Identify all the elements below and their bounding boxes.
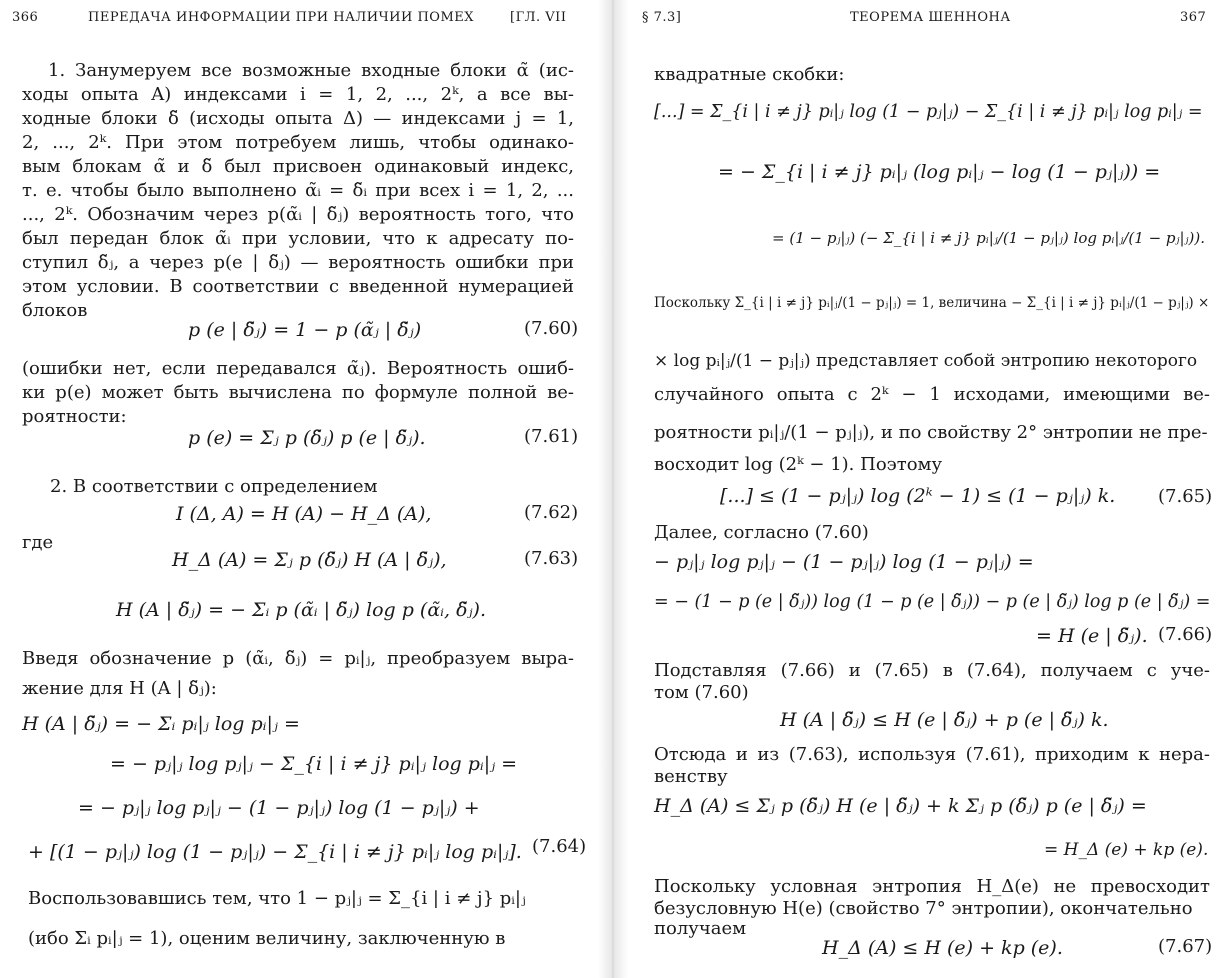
text-line: том (7.60) [654,682,749,703]
equation-number: (7.61) [524,426,579,447]
equation-7-63b: H (A | δ̃ⱼ) = − Σᵢ p (α̃ᵢ | δ̃ⱼ) log p (α̃ᵢ, δ̃ⱼ). [116,599,486,621]
text-line: жение для H (A | δ̃ⱼ): [22,678,217,699]
equation-ineq-a: H_Δ (A) ≤ Σⱼ p (δ̃ⱼ) H (e | δ̃ⱼ) + k Σⱼ p (δ̃ⱼ) p (e | δ̃ⱼ) = [654,795,1147,817]
text-line: Подставляя (7.66) и (7.65) в (7.64), получаем с уче- [654,660,1210,681]
equation-bracket-a: [...] = Σ_{i | i ≠ j} pᵢ|ⱼ log (1 − pⱼ|ⱼ) − Σ_{i | i ≠ j} pᵢ|ⱼ log pᵢ|ⱼ = [654,102,1203,122]
text-line: блоков [22,300,88,321]
text-line: Отсюда и из (7.63), используя (7.61), приходим к нера- [654,744,1210,765]
text-line: (ибо Σᵢ pᵢ|ⱼ = 1), оценим величину, заключенную в [28,928,506,949]
text-line: ступил δ̃ⱼ, а через p(e | δ̃ⱼ) — вероятность ошибки при [22,252,574,273]
text-line: восходит log (2ᵏ − 1). Поэтому [654,454,943,475]
equation-middle: H (A | δ̃ⱼ) ≤ H (e | δ̃ⱼ) + p (e | δ̃ⱼ) k. [780,709,1109,731]
text-line: безусловную H(e) (свойство 7° энтропии), окончательно [654,898,1193,919]
text-line: квадратные скобки: [654,64,845,85]
text-line: роятности: [22,406,127,427]
book-gutter [598,0,628,978]
text-line: т. е. чтобы было выполнено α̃ᵢ = δ̃ᵢ при всех i = 1, 2, ... [22,180,574,201]
equation-number: (7.64) [532,836,587,857]
equation-number: (7.60) [524,318,579,339]
left-page-number: 366 [12,10,39,25]
right-page-number: 367 [1180,10,1207,25]
equation-7-66a: − pⱼ|ⱼ log pⱼ|ⱼ − (1 − pⱼ|ⱼ) log (1 − pⱼ|ⱼ) = [654,551,1034,573]
equation-7-65: [...] ≤ (1 − pⱼ|ⱼ) log (2ᵏ − 1) ≤ (1 − pⱼ|ⱼ) k. [720,485,1116,507]
equation-7-67: H_Δ (A) ≤ H (e) + kp (e). [822,937,1063,959]
text-line: этом условии. В соответствии с введенной нумерацией [22,276,574,297]
equation-ineq-b: = H_Δ (e) + kp (e). [1044,840,1209,860]
text-line: случайного опыта с 2ᵏ − 1 исходами, имеющими ве- [654,384,1210,405]
equation-number: (7.62) [524,502,579,523]
equation-bracket-b: = − Σ_{i | i ≠ j} pᵢ|ⱼ (log pᵢ|ⱼ − log (1 − pⱼ|ⱼ)) = [718,161,1161,183]
text-line: ..., 2ᵏ. Обозначим через p(α̃ᵢ | δ̃ⱼ) вероятность того, что [22,204,574,225]
equation-7-66c: = H (e | δ̃ⱼ). [1036,625,1148,647]
text-line: получаем [654,918,747,939]
text-line: 1. Занумеруем все возможные входные блоки α̃ (ис- [48,60,574,81]
equation-7-63a: H_Δ (A) = Σⱼ p (δ̃ⱼ) H (A | δ̃ⱼ), [172,549,447,571]
right-page [626,0,1226,978]
text-line: ки p(e) может быть вычислена по формуле полной ве- [22,382,574,403]
equation-7-64d: + [(1 − pⱼ|ⱼ) log (1 − pⱼ|ⱼ) − Σ_{i | i ≠ j} pᵢ|ⱼ log pᵢ|ⱼ]. [28,841,522,863]
text-line: 2. В соответствии с определением [50,476,378,497]
equation-7-66b: = − (1 − p (e | δ̃ⱼ)) log (1 − p (e | δ̃ⱼ)) − p (e | δ̃ⱼ) log p (e | δ̃ⱼ) = [654,592,1211,612]
right-running-title: ТЕОРЕМА ШЕННОНА [850,10,1011,25]
equation-7-60: p (e | δ̃ⱼ) = 1 − p (α̃ⱼ | δ̃ⱼ) [188,319,422,341]
equation-7-64a: H (A | δ̃ⱼ) = − Σᵢ pᵢ|ⱼ log pᵢ|ⱼ = [22,713,300,735]
text-line: ходные блоки δ̃ (исходы опыта Δ) — индексами j = 1, [22,108,574,129]
text-line: × log pᵢ|ⱼ/(1 − pⱼ|ⱼ) представляет собой энтропию некоторого [654,351,1198,371]
text-line: 2, ..., 2ᵏ. При этом потребуем лишь, чтобы одинако- [22,132,574,153]
text-line: венству [654,766,728,787]
equation-bracket-c: = (1 − pⱼ|ⱼ) (− Σ_{i | i ≠ j} pᵢ|ⱼ/(1 − pⱼ|ⱼ) log pᵢ|ⱼ/(1 − pⱼ|ⱼ)). [772,229,1205,247]
text-line: (ошибки нет, если передавался α̃ⱼ). Вероятность ошиб- [22,358,574,379]
text-line: Воспользовавшись тем, что 1 − pⱼ|ⱼ = Σ_{i | i ≠ j} pᵢ|ⱼ [28,888,526,909]
equation-7-64c: = − pⱼ|ⱼ log pⱼ|ⱼ − (1 − pⱼ|ⱼ) log (1 − pⱼ|ⱼ) + [78,797,480,819]
left-running-title: ПЕРЕДАЧА ИНФОРМАЦИИ ПРИ НАЛИЧИИ ПОМЕХ [88,10,474,25]
equation-7-61: p (e) = Σⱼ p (δ̃ⱼ) p (e | δ̃ⱼ). [188,427,426,449]
equation-7-64b: = − pⱼ|ⱼ log pⱼ|ⱼ − Σ_{i | i ≠ j} pᵢ|ⱼ log pᵢ|ⱼ = [110,753,518,775]
equation-number: (7.66) [1158,624,1213,645]
equation-number: (7.65) [1158,486,1213,507]
text-line: Далее, согласно (7.60) [654,522,869,543]
text-line: вым блокам α̃ и δ̃ был присвоен одинаковый индекс, [22,156,574,177]
text-line: роятности pᵢ|ⱼ/(1 − pⱼ|ⱼ), и по свойству 2° энтропии не пре- [654,422,1208,443]
equation-7-62: I (Δ, A) = H (A) − H_Δ (A), [176,503,432,525]
text-line: ходы опыта A) индексами i = 1, 2, ..., 2ᵏ, а все вы- [22,84,574,105]
text-line: где [22,532,54,553]
text-line: Поскольку Σ_{i | i ≠ j} pᵢ|ⱼ/(1 − pⱼ|ⱼ) = 1, величина − Σ_{i | i ≠ j} pᵢ|ⱼ/(1 − pⱼ|ⱼ) × [654,295,1210,311]
text-line: Введя обозначение p (α̃ᵢ, δ̃ⱼ) = pᵢ|ⱼ, преобразуем выра- [22,648,574,669]
text-line: Поскольку условная энтропия H_Δ(e) не превосходит [654,876,1210,897]
right-section-ref: § 7.3] [642,10,682,25]
equation-number: (7.67) [1158,936,1213,957]
left-page [0,0,600,978]
equation-number: (7.63) [524,548,579,569]
left-chapter-ref: [ГЛ. VII [510,10,567,25]
text-line: был передан блок α̃ᵢ при условии, что к адресату по- [22,228,574,249]
